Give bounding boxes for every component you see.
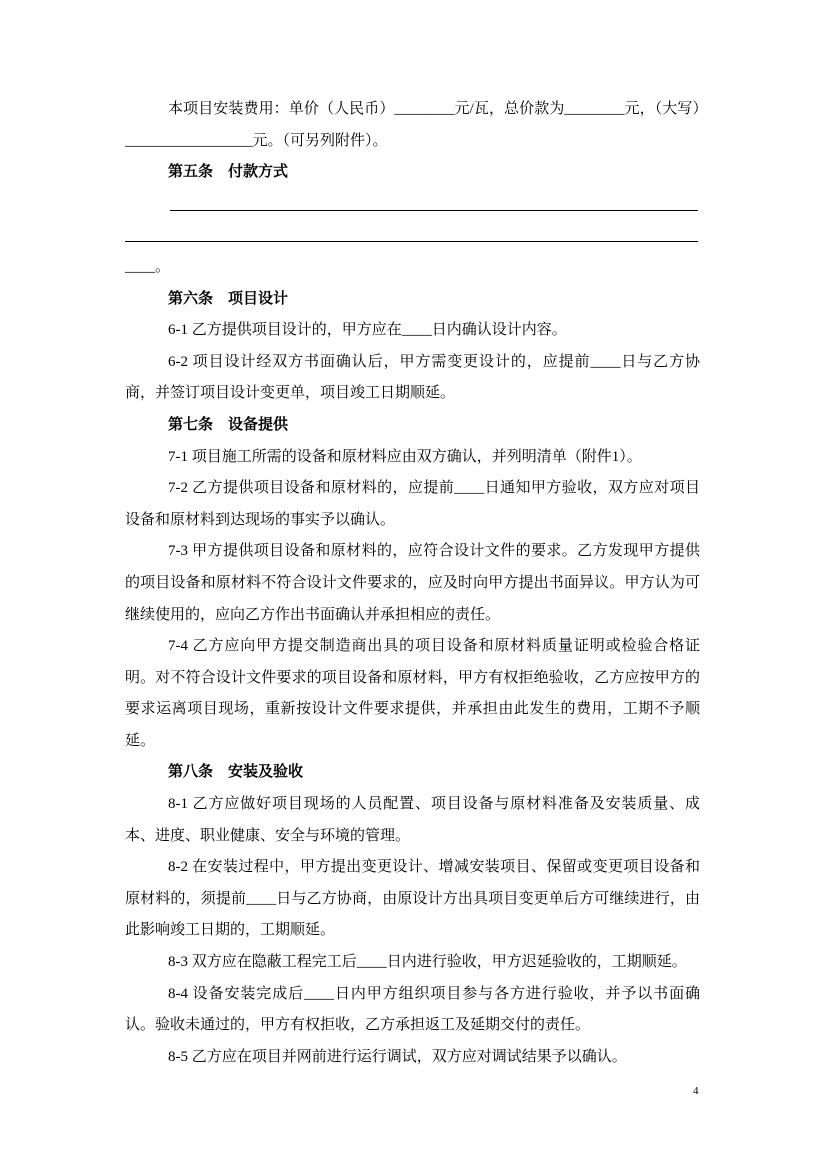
- clause-8-3: 8-3 双方应在隐蔽工程完工后____日内进行验收，甲方迟延验收的，工期顺延。: [168, 954, 687, 971]
- clause-8-4: 8-4 设备安装完成后____日内甲方组织项目参与各方进行验收，并予以书面确认。验收未通过的，甲方有权拒收，乙方承担返工及延期交付的责任。: [125, 985, 700, 1034]
- clause-6-1: 6-1 乙方提供项目设计的，甲方应在____日内确认设计内容。: [168, 322, 567, 339]
- payment-method-blank-line: [125, 220, 700, 252]
- article-5-heading: 第五条 付款方式: [168, 164, 289, 181]
- clause-8-1: 8-1 乙方应做好项目现场的人员配置、项目设备与原材料准备及安装质量、成本、进度、职业健康、安全与环境的管理。: [125, 796, 700, 844]
- clause-8-5: 8-5 乙方应在项目并网前进行运行调试，双方应对调试结果予以确认。: [168, 1048, 627, 1065]
- installation-fee-clause: 本项目安装费用：单价（人民币）________元/瓦，总价款为________元，（大写）_________________元。（可另列附件）。: [125, 101, 700, 149]
- article-6-heading: 第六条 项目设计: [168, 290, 289, 307]
- page-number: 4: [693, 1085, 699, 1097]
- document-body: [125, 94, 700, 1073]
- article-8-heading: 第八条 安装及验收: [168, 764, 304, 781]
- clause-7-1: 7-1 项目施工所需的设备和原材料应由双方确认，并列明清单（附件1）。: [168, 448, 642, 465]
- payment-method-blank-end: ____。: [125, 258, 171, 275]
- clause-7-3: 7-3 甲方提供项目设备和原材料的，应符合设计文件的要求。乙方发现甲方提供的项目设备和原材料不符合设计文件要求的，应及时向甲方提出书面异议。甲方认为可继续使用的，应向乙方作出书面确认并承担相应的责任。: [125, 543, 700, 623]
- payment-method-rule: [170, 210, 698, 211]
- clause-6-2: 6-2 项目设计经双方书面确认后，甲方需变更设计的，应提前____日与乙方协商，并签订项目设计变更单，项目竣工日期顺延。: [125, 353, 700, 402]
- clause-7-4: 7-4 乙方应向甲方提交制造商出具的项目设备和原材料质量证明或检验合格证明。对不符合设计文件要求的项目设备和原材料，甲方有权拒绝验收，乙方应按甲方的要求运离项目现场，重新按设计文件要求提供，并承担由此发生的费用，工期不予顺延。: [125, 638, 700, 749]
- payment-method-rule: [125, 241, 698, 242]
- clause-8-2: 8-2 在安装过程中，甲方提出变更设计、增减安装项目、保留或变更项目设备和原材料的，须提前____日与乙方协商，由原设计方出具项目变更单后方可继续进行，由此影响竣工日期的，工期顺延。: [125, 859, 700, 939]
- article-7-heading: 第七条 设备提供: [168, 416, 289, 433]
- payment-method-blank-line: [125, 189, 700, 221]
- clause-7-2: 7-2 乙方提供项目设备和原材料的，应提前____日通知甲方验收，双方应对项目设备和原材料到达现场的事实予以确认。: [125, 480, 700, 528]
